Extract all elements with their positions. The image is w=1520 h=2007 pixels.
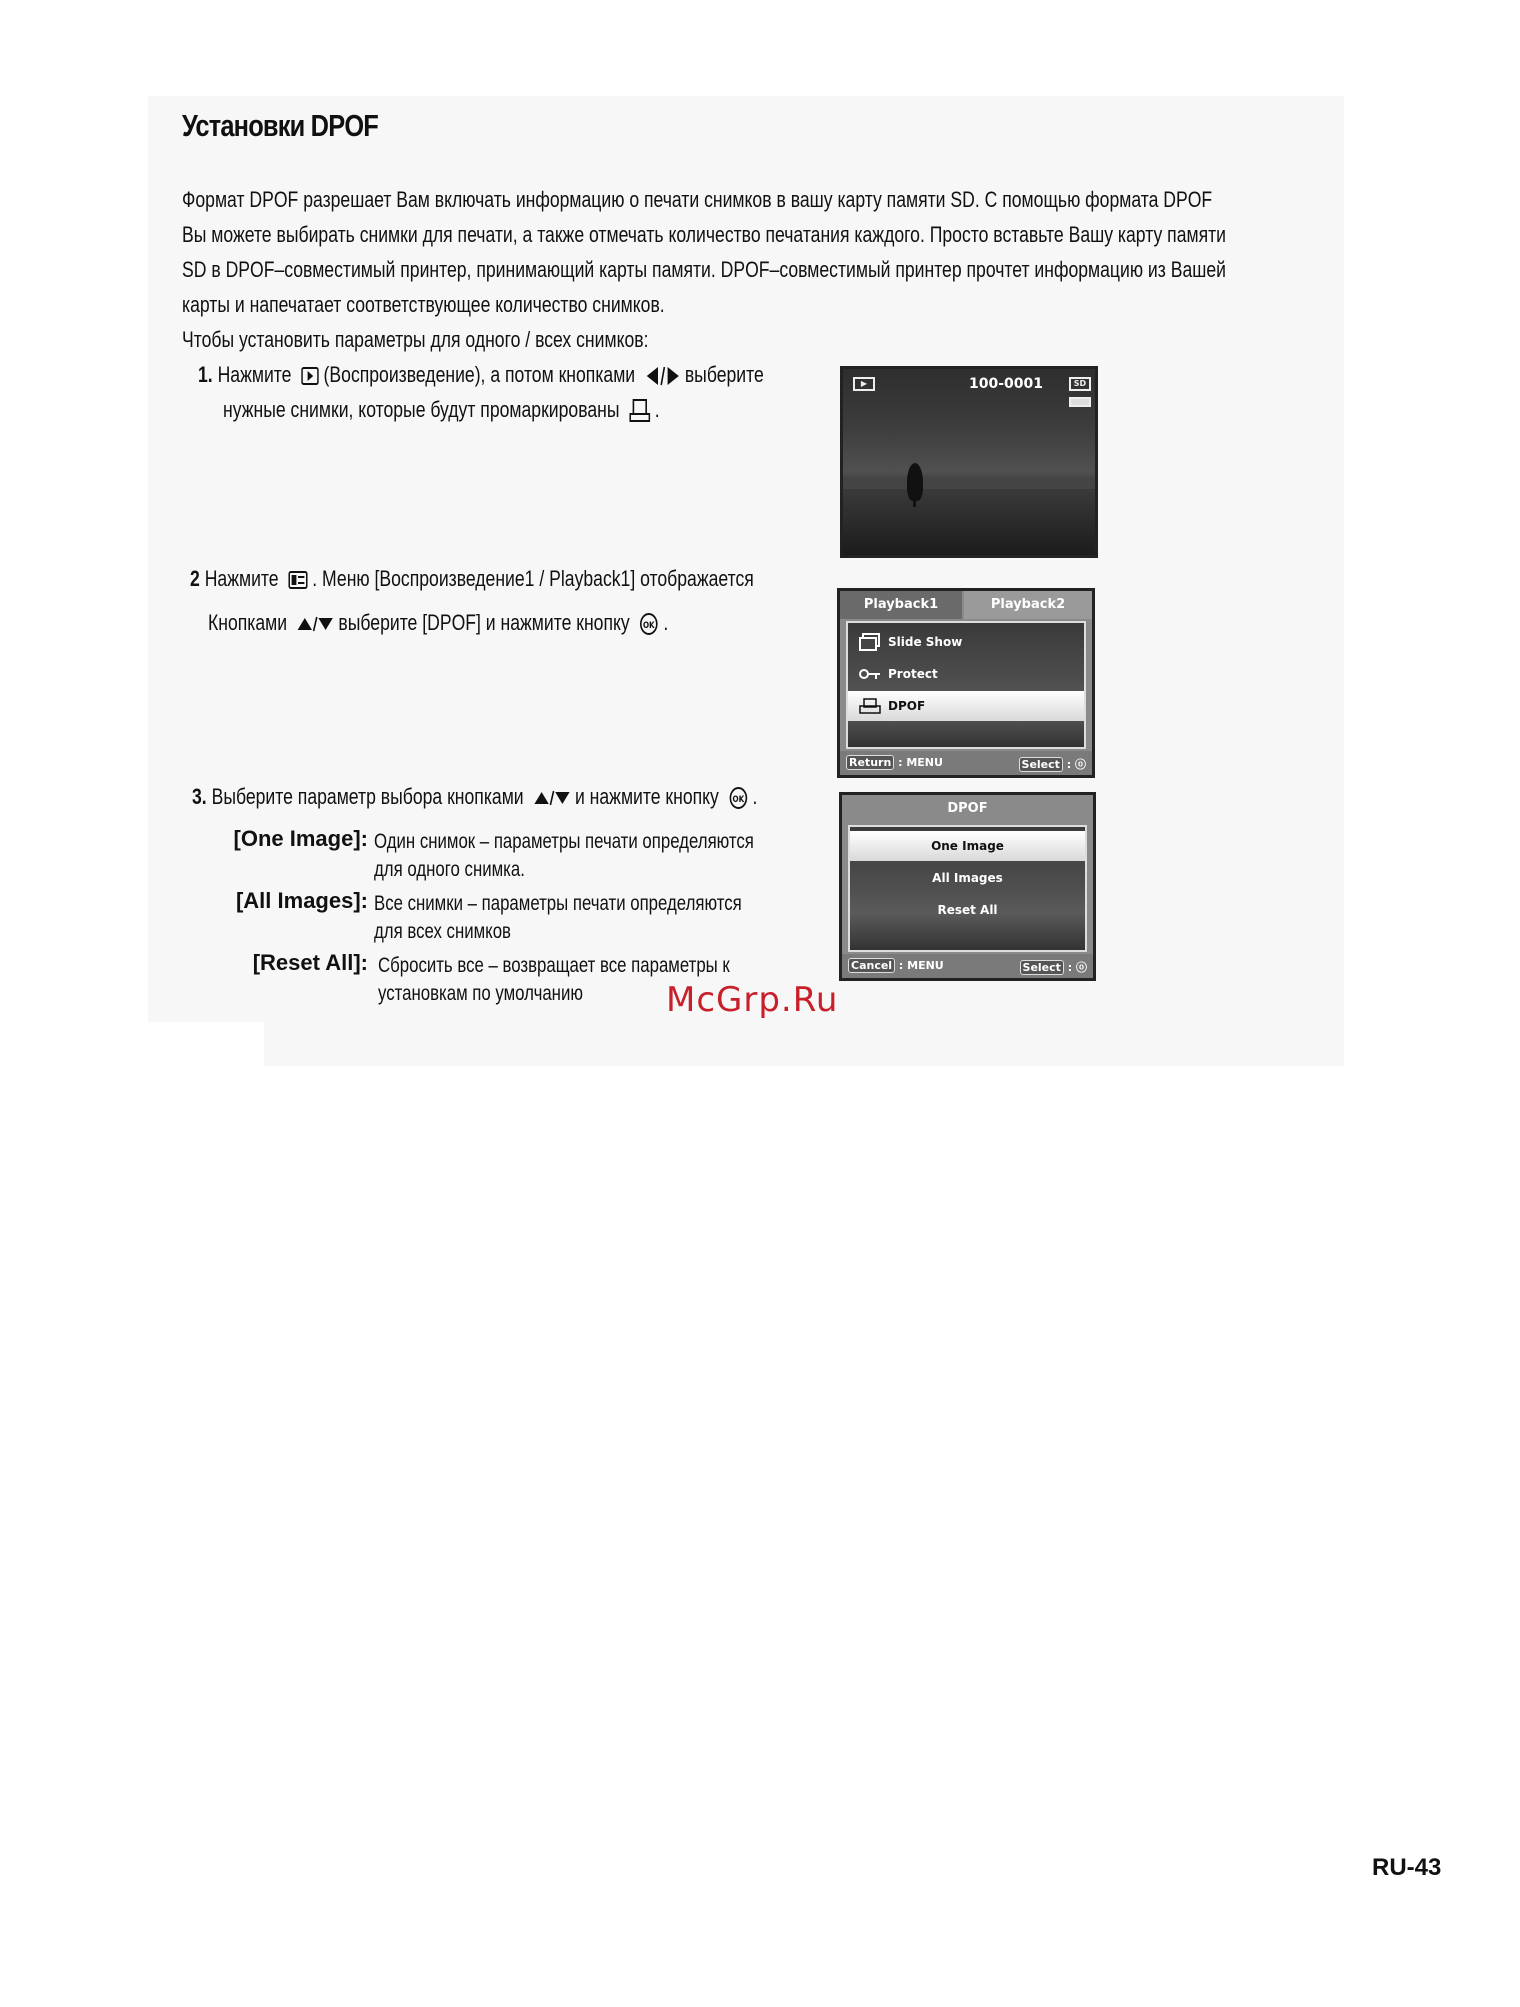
playback-menu-screen (837, 588, 1095, 778)
step-1-line-2 (223, 397, 660, 423)
intro-line: Формат DPOF разрешает Вам включать информацию о печати снимков в вашу карту памяти SD. С помощью формата DPOF (182, 187, 1213, 212)
footer-right: Select : ⓞ (1020, 959, 1087, 975)
step-text: . Меню [Воспроизведение1 / Playback1] отображается (312, 566, 754, 591)
intro-paragraph (182, 182, 1227, 357)
up-down-arrows-icon (533, 789, 570, 807)
option-desc-line: Один снимок – параметры печати определяются (374, 830, 754, 853)
key-icon (858, 667, 882, 681)
tree-trunk (913, 497, 916, 507)
up-down-arrows-icon (297, 615, 334, 633)
step-3-line-1 (192, 784, 757, 810)
step-number: 3. (192, 784, 207, 809)
dpof-item-all-images[interactable]: All Images (932, 871, 1003, 885)
dpof-item-reset-all[interactable]: Reset All (937, 903, 998, 917)
menu-item-label: DPOF (888, 699, 926, 713)
step-text: . (752, 784, 758, 809)
footer-left: Return : MENU (846, 756, 943, 769)
step-number: 1. (198, 362, 213, 387)
tab-playback1[interactable]: Playback1 (840, 591, 962, 619)
sd-card-icon: SD (1069, 377, 1091, 391)
footer-return-label: Return (846, 755, 894, 770)
playback-icon (301, 367, 319, 385)
option-desc-line: Все снимки – параметры печати определяются (374, 892, 742, 915)
dpof-item-one-image[interactable]: One Image (850, 831, 1085, 861)
option-desc-line: установкам по умолчанию (378, 982, 583, 1005)
step-2-line-1 (190, 566, 754, 592)
step-text: Кнопками (208, 610, 288, 635)
menu-body (846, 621, 1086, 749)
step-2-line-2 (208, 610, 668, 636)
tab-playback2[interactable]: Playback2 (964, 591, 1092, 619)
svg-text:OK: OK (732, 793, 744, 805)
menu-footer (840, 751, 1092, 775)
slideshow-icon (858, 633, 882, 651)
option-desc-all-images (374, 890, 742, 946)
step-text: Нажмите (217, 362, 292, 387)
step-text: и нажмите кнопку (574, 784, 719, 809)
dpof-menu-screen (839, 792, 1096, 981)
panel-notch (148, 1022, 264, 1068)
dpof-footer (842, 954, 1093, 978)
option-label-all-images: [All Images]: (235, 888, 368, 913)
menu-item-label: Protect (888, 667, 938, 681)
dpof-title: DPOF (947, 801, 988, 816)
tree (907, 463, 923, 501)
footer-menu-key: MENU (907, 959, 944, 972)
footer-cancel-label: Cancel (848, 958, 895, 973)
svg-text:OK: OK (643, 619, 655, 631)
page-title: Установки DPOF (182, 108, 378, 143)
option-desc-one-image (374, 828, 754, 884)
option-desc-line: для всех снимков (374, 920, 511, 943)
step-text: выберите (684, 362, 764, 387)
playback-screen (840, 366, 1098, 558)
option-desc-line: для одного снимка. (374, 858, 525, 881)
intro-line: SD в DPOF–совместимый принтер, принимающий карты памяти. DPOF–совместимый принтер прочтет информацию из Вашей (182, 257, 1226, 282)
lead-line: Чтобы установить параметры для одного / всех снимков: (182, 327, 649, 352)
menu-item-dpof[interactable] (848, 691, 1084, 721)
menu-item-label: Slide Show (888, 635, 963, 649)
file-number: 100-0001 (969, 376, 1043, 392)
footer-select-label: Select (1019, 757, 1063, 772)
option-label-reset-all: [Reset All]: (252, 950, 368, 975)
footer-right: Select : ⓞ (1019, 756, 1086, 772)
step-text: . (654, 397, 660, 422)
step-text: Нажмите (204, 566, 279, 591)
page-number: RU-43 (1372, 1854, 1442, 1881)
battery-icon (1069, 397, 1091, 407)
watermark: McGrp.Ru (666, 980, 839, 1020)
footer-menu-key: MENU (906, 756, 943, 769)
step-text: нужные снимки, которые будут промаркированы (223, 397, 620, 422)
step-number: 2 (190, 566, 200, 591)
field (843, 489, 1095, 555)
option-desc-line: Сбросить все – возвращает все параметры к (378, 954, 730, 977)
menu-item-slide-show[interactable] (848, 627, 1084, 657)
print-icon (629, 399, 650, 423)
dpof-menu-body (848, 825, 1087, 952)
step-text: выберите [DPOF] и нажмите кнопку (338, 610, 630, 635)
step-text: Выберите параметр выбора кнопками (211, 784, 524, 809)
playback-mode-icon: ▶ (853, 377, 875, 391)
intro-line: карты и напечатает соответствующее количество снимков. (182, 292, 665, 317)
ok-button-icon (639, 612, 658, 636)
intro-line: Вы можете выбирать снимки для печати, а также отмечать количество печатания каждого. Просто вставьте Вашу карту памяти (182, 222, 1227, 247)
dpof-icon (858, 698, 882, 714)
footer-select-label: Select (1020, 960, 1064, 975)
step-text: . (663, 610, 669, 635)
footer-left: Cancel : MENU (848, 959, 944, 972)
menu-item-protect[interactable] (848, 659, 1084, 689)
ok-button-icon (729, 786, 748, 810)
menu-icon (288, 571, 307, 589)
step-text: (Воспроизведение), а потом кнопками (323, 362, 636, 387)
option-label-one-image: [One Image]: (233, 826, 368, 851)
left-right-arrows-icon (645, 365, 680, 387)
step-1-line-1 (198, 362, 764, 388)
